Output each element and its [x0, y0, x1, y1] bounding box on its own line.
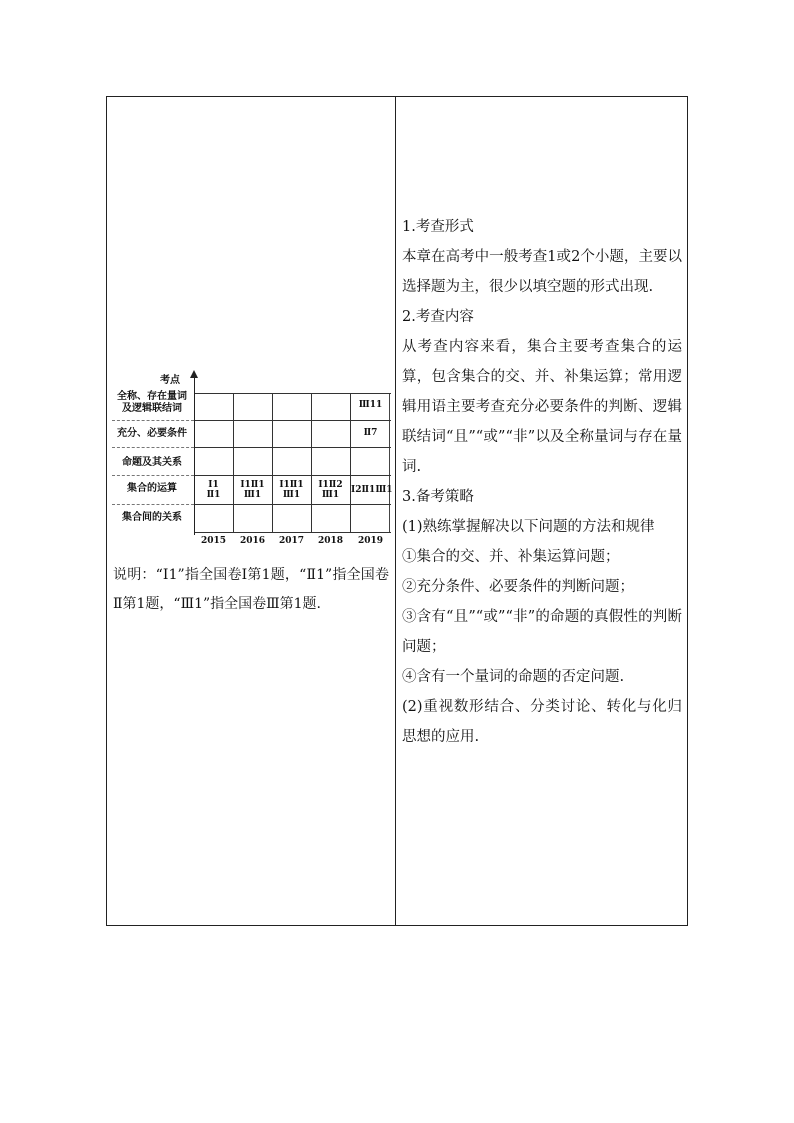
list-item: ②充分条件、必要条件的判断问题； — [402, 579, 634, 595]
cell-conditions-2019: Ⅱ7 — [363, 428, 378, 438]
list-item: ④含有一个量词的命题的否定问题. — [402, 669, 625, 685]
grid-line — [195, 393, 391, 394]
grid-line — [195, 532, 391, 533]
cell-sets-2015: Ⅰ1 Ⅱ1 — [206, 480, 221, 500]
row-label-propositions: 命题及其关系 — [122, 457, 182, 468]
grid-line — [195, 447, 391, 448]
label-divider — [112, 475, 194, 477]
cell-sets-2018: Ⅰ1Ⅱ2 Ⅲ1 — [318, 480, 343, 500]
cell-sets-2016: Ⅰ1Ⅱ1 Ⅲ1 — [240, 480, 265, 500]
year-label: 2017 — [278, 536, 305, 546]
grid-line — [272, 393, 273, 533]
section-heading: 2.考查内容 — [402, 309, 474, 325]
row-label-conditions: 充分、必要条件 — [117, 428, 187, 439]
year-label: 2018 — [317, 536, 344, 546]
paragraph: (1)熟练掌握解决以下问题的方法和规律 — [402, 519, 655, 535]
paragraph: (2)重视数形结合、分类讨论、转化与化归思想的应用. — [402, 699, 682, 745]
section-heading: 1.考查形式 — [402, 219, 474, 235]
section-heading: 3.备考策略 — [402, 489, 474, 505]
label-divider — [112, 504, 194, 506]
row-label-set-operations: 集合的运算 — [127, 483, 177, 494]
cell-quantifiers-2019: Ⅲ11 — [358, 400, 383, 410]
cell-sets-2019: Ⅰ2Ⅱ1Ⅲ1 — [351, 485, 393, 495]
row-label-quantifiers: 全称、存在量词 及逻辑联结词 — [117, 391, 187, 414]
list-item: ①集合的交、并、补集运算问题； — [402, 549, 620, 565]
cell-sets-2017: Ⅰ1Ⅱ1 Ⅲ1 — [279, 480, 304, 500]
row-label-set-relations: 集合间的关系 — [122, 512, 182, 523]
grid-line — [195, 420, 391, 421]
year-label: 2015 — [200, 536, 227, 546]
exam-points-chart — [110, 368, 392, 550]
paragraph: 从考查内容来看，集合主要考查集合的运算，包含集合的交、并、补集运算；常用逻辑用语主要考查充分必要条件的判断、逻辑联结词“且”“或”“非”以及全称量词与存在量词. — [402, 339, 682, 475]
right-column — [402, 212, 682, 752]
grid-line — [195, 504, 391, 505]
grid-line — [311, 393, 312, 533]
grid-line — [195, 475, 391, 476]
grid-line — [233, 393, 234, 533]
column-divider — [395, 96, 396, 926]
label-divider — [112, 420, 194, 422]
list-item: ③含有“且”“或”“非”的命题的真假性的判断问题； — [402, 609, 682, 655]
label-divider — [112, 447, 194, 449]
axis-title: 考点 — [160, 375, 180, 386]
year-label: 2016 — [239, 536, 266, 546]
chart-grid — [194, 393, 393, 533]
chart-note: 说明：“Ⅰ1”指全国卷Ⅰ第1题，“Ⅱ1”指全国卷Ⅱ第1题，“Ⅲ1”指全国卷Ⅲ第1题. — [113, 567, 389, 612]
year-label: 2019 — [357, 536, 384, 546]
paragraph: 本章在高考中一般考查1或2个小题，主要以选择题为主，很少以填空题的形式出现. — [402, 249, 682, 295]
grid-line — [350, 393, 351, 533]
